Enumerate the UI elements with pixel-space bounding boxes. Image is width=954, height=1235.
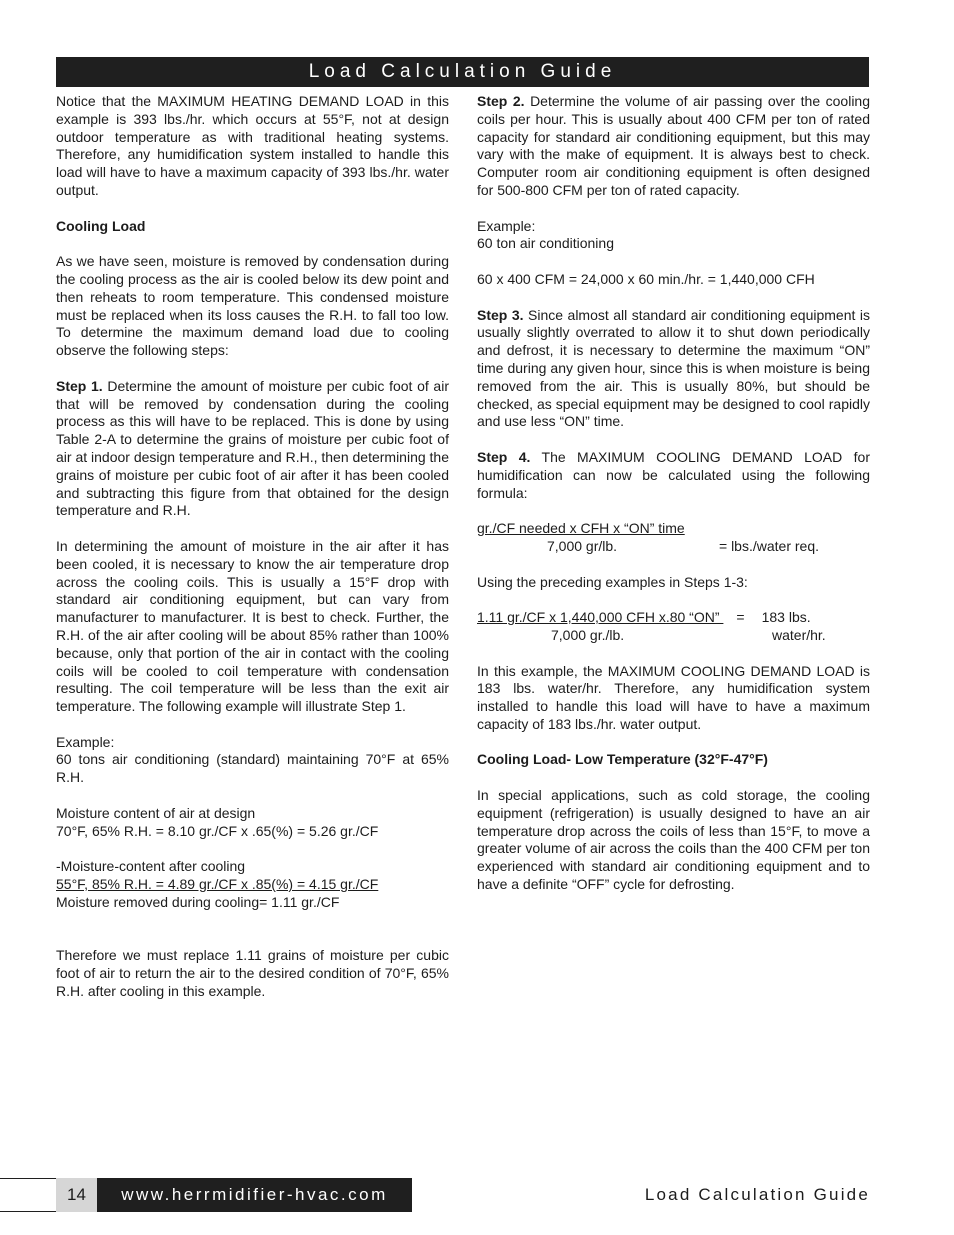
footer-title: Load Calculation Guide [644, 1185, 870, 1204]
calc-equals: = [736, 609, 745, 626]
cfh-calculation: 60 x 400 CFM = 24,000 x 60 min./hr. = 1,440,000 CFH [477, 270, 815, 287]
paragraph: In this example, the MAXIMUM COOLING DEMAND LOAD is 183 lbs. water/hr. Therefore, any humidification system installed to handle this load will have to have a maximum capacity of 183 lbs./hr. water output. [477, 662, 870, 732]
paragraph: Notice that the MAXIMUM HEATING DEMAND LOAD in this example is 393 lbs./hr. which occurs at 55°F, not at design outdoor temperature as with traditional heating systems. Therefore, any humidification system installed to handle this load will have to have a maximum capacity of 393 lbs./hr. water output. [56, 93, 449, 198]
example-text: 60 ton air conditioning [477, 235, 614, 252]
example-label: Example: [477, 217, 536, 234]
step-label: Step 2. [477, 93, 525, 109]
calc-result-lbs: 183 lbs. [761, 609, 811, 626]
step-text: Since almost all standard air conditioning equipment is usually slightly overrated to allow it to shut down periodically and defrost, it is necessary to determine the maximum “ON” time during any given hour, since this is when moisture is being removed from the air. This is usually 80%, but should be checked, as special equipment may be designed to cool rapidly and use less “ON” time. [477, 306, 870, 430]
calc-denominator-row [477, 627, 870, 645]
paragraph: As we have seen, moisture is removed by condensation during the cooling process as the air is cooled below its dew point and then reheats to room temperature. This condensed moisture must be replaced when its loss causes the R.H. to fall too low. To determine the maximum demand load due to cooling observe the following steps: [56, 253, 449, 359]
paragraph: In special applications, such as cold storage, the cooling equipment (refrigeration) is usually designed to have an air temperature drop across the coils of less than 15°F, to move a greater volume of air across the coils than the 400 CFM per ton experienced with standard air conditioning equipment and to have a definite “OFF” cycle for defrosting. [477, 787, 870, 893]
formula-result: = lbs./water req. [719, 537, 819, 554]
preceding-examples-line: Using the preceding examples in Steps 1-3: [477, 573, 748, 590]
example-text: 60 tons air conditioning (standard) maintaining 70°F at 65% R.H. [56, 751, 449, 786]
step-text: Determine the volume of air passing over the cooling coils per hour. This is usually about 400 CFM per ton of rated capacity for standard air conditioning equipment, but this may vary with the make of equipment. It is always best to check. Computer room air conditioning equipment is often designed for 500-800 CFM per ton of rated capacity. [477, 93, 870, 198]
step-2-paragraph [477, 93, 870, 200]
page-header-bar [56, 57, 869, 87]
calc-result-water: water/hr. [772, 626, 826, 643]
section-heading-cooling-load: Cooling Load [56, 217, 146, 234]
footer-rule-bottom [0, 1211, 56, 1212]
step-label: Step 3. [477, 306, 524, 323]
moisture-removed-line: Moisture removed during cooling= 1.11 gr./CF [56, 893, 340, 910]
footer-url-link[interactable]: www.herrmidifier-hvac.com [121, 1185, 388, 1204]
formula-denominator-row [477, 538, 870, 556]
page-number: 14 [56, 1178, 97, 1212]
step-3-paragraph [477, 307, 870, 432]
formula-denominator: 7,000 gr/lb. [547, 537, 618, 554]
calc-numerator-row [477, 609, 870, 627]
moisture-design-calc: 70°F, 65% R.H. = 8.10 gr./CF x .65(%) = 5.26 gr./CF [56, 822, 379, 839]
step-text: Determine the amount of moisture per cubic foot of air that will be removed by condensation during the cooling process as this will have to be replaced. This is done by using Table 2-A to determine the grains of moisture per cubic foot of air at indoor design temperature and R.H., then determining the grains of moisture per cubic foot of air after it has been cooled and subtracting this figure from that obtained for the design temperature and R.H. [56, 377, 450, 519]
header-title: Load Calculation Guide [308, 61, 617, 82]
step-label: Step 1. [56, 377, 103, 394]
calc-numerator: 1.11 gr./CF x 1,440,000 CFH x.80 “ON” [477, 609, 724, 626]
step-label: Step 4. [477, 448, 531, 465]
moisture-design-line: Moisture content of air at design [56, 804, 256, 821]
moisture-after-calc: 55°F, 85% R.H. = 4.89 gr./CF x .85(%) = 4.15 gr./CF [56, 876, 379, 893]
calc-denominator: 7,000 gr./lb. [551, 626, 625, 643]
footer-rule-top [0, 1178, 56, 1179]
formula-numerator: gr./CF needed x CFH x “ON” time [477, 520, 685, 537]
footer-url-bar [97, 1178, 412, 1212]
step-1-paragraph [56, 378, 449, 520]
paragraph: Therefore we must replace 1.11 grains of moisture per cubic foot of air to return the air to the desired condition of 70°F, 65% R.H. after cooling in this example. [56, 947, 449, 999]
right-column [477, 93, 870, 894]
left-column [56, 93, 449, 1001]
paragraph: In determining the amount of moisture in the air after it has been cooled, it is necessary to know the air temperature drop across the cooling coils. This is usually a 15°F drop with standard air conditioning equipment, but can vary from manufacturer to manufacturer. It is best to check. Further, the R.H. of the air after cooling will be about 85% rather than 100% because, only that portion of the air in contact with the cooling coils will be cooled to coil temperature with condensation resulting. The coil temperature will be less than the exit air temperature. The following example will illustrate Step 1. [56, 537, 449, 715]
formula-numerator-row [477, 520, 870, 538]
step-text: The MAXIMUM COOLING DEMAND LOAD for humidification can now be calculated using the following formula: [477, 448, 870, 501]
moisture-after-line: -Moisture-content after cooling [56, 858, 246, 875]
section-heading-low-temperature: Cooling Load- Low Temperature (32°F-47°F) [477, 751, 768, 768]
example-label: Example: [56, 733, 115, 750]
step-4-paragraph [477, 449, 870, 502]
